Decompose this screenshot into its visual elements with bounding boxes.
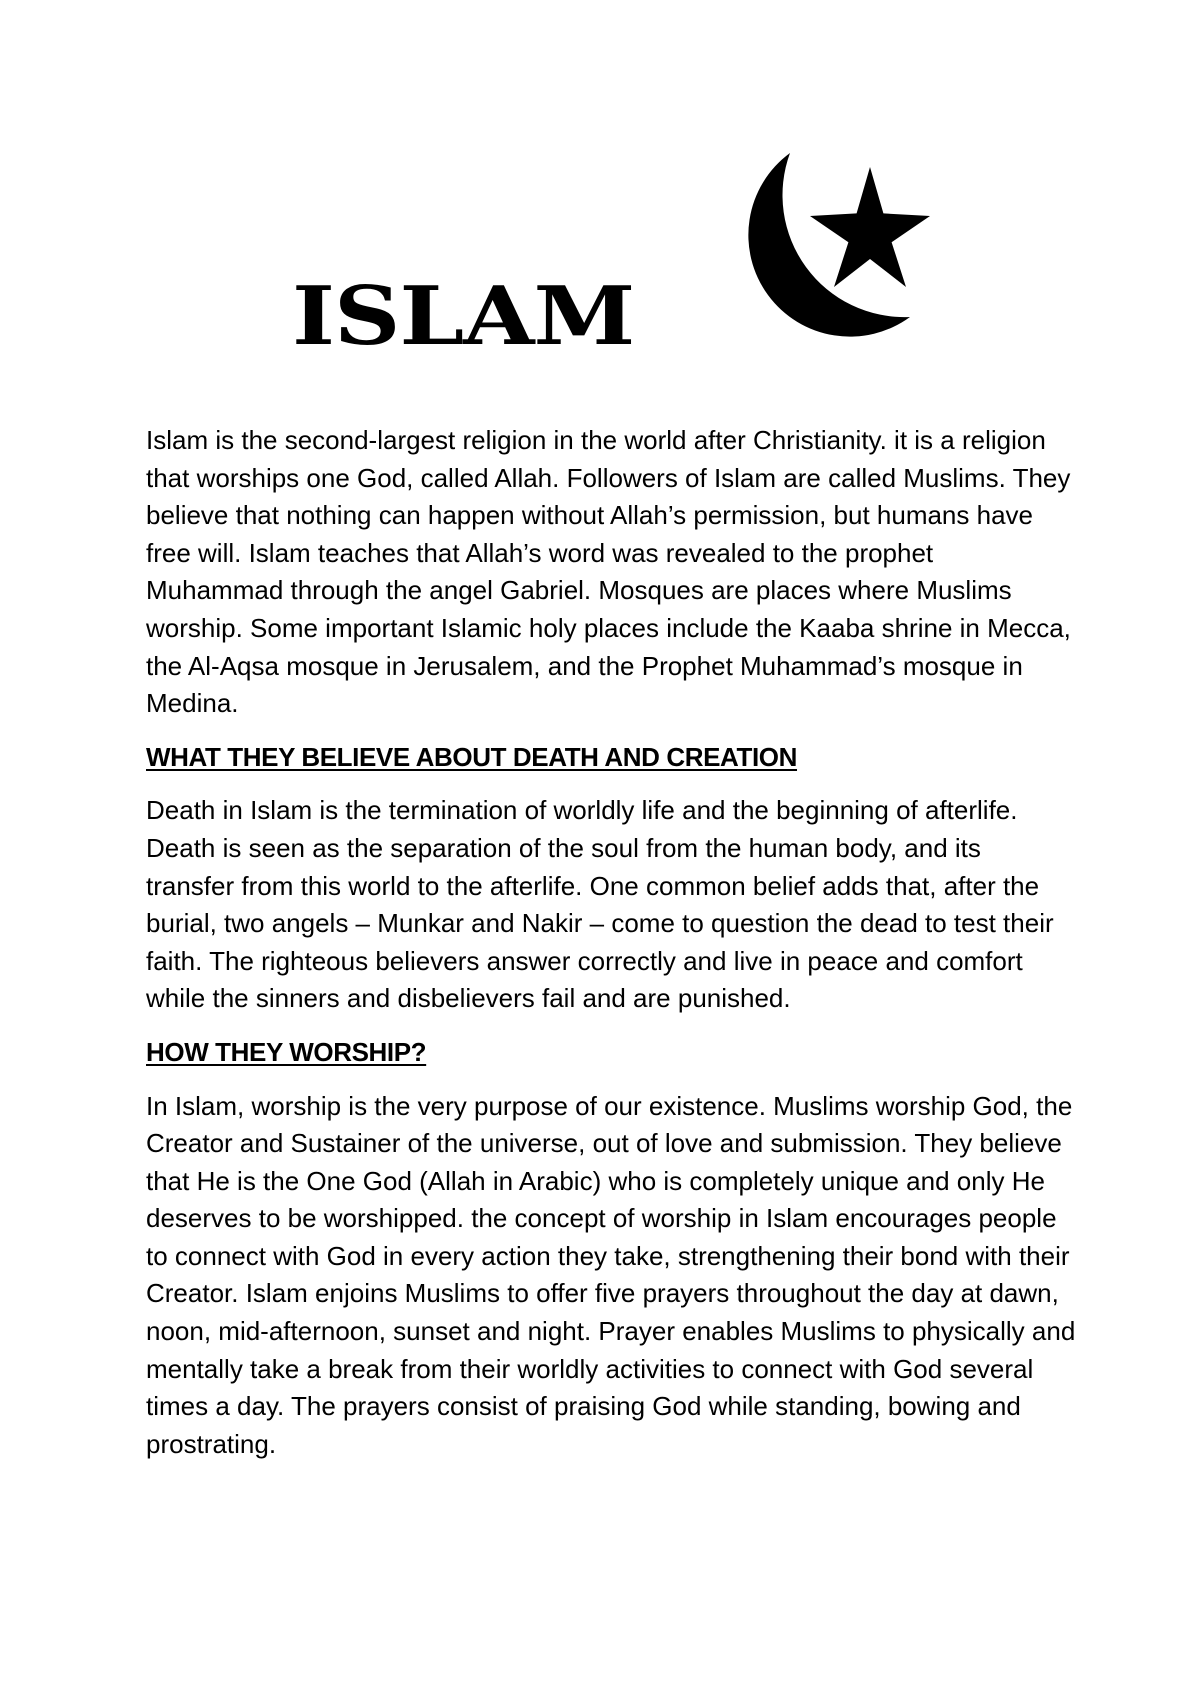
section-heading-how-they-worship: HOW THEY WORSHIP? [146,1036,427,1067]
section-heading-death-and-creation: WHAT THEY BELIEVE ABOUT DEATH AND CREATION [146,741,798,772]
section-body-how-they-worship: In Islam, worship is the very purpose of our existence. Muslims worship God, the Creator and Sustainer of the universe, out of love and submission. They believe that He is the One God (Allah in Arabic) who is completely unique and only He deserves to be worshipped. the concept of worship in Islam encourages people to connect with God in every action they take, strengthening their bond with their Creator. Islam enjoins Muslims to offer five prayers throughout the day at dawn, noon, mid-afternoon, sunset and night. Prayer enables Muslims to physically and mentally take a break from their worldly activities to connect with God several times a day. The prayers consist of praising God while standing, bowing and prostrating. [146,1090,1076,1459]
document-title: ISLAM [292,268,635,364]
document-body [146,422,1076,1463]
intro-paragraph: Islam is the second-largest religion in the world after Christianity. it is a religion that worships one God, called Allah. Followers of Islam are called Muslims. They believe that nothing can happen without Allah’s permission, but humans have free will. Islam teaches that Allah’s word was revealed to the prophet Muhammad through the angel Gabriel. Mosques are places where Muslims worship. Some important Islamic holy places include the Kaaba shrine in Mecca, the Al-Aqsa mosque in Jerusalem, and the Prophet Muhammad’s mosque in Medina. [146,425,1071,719]
section-body-death-and-creation: Death in Islam is the termination of worldly life and the beginning of afterlife. Death is seen as the separation of the soul from the human body, and its transfer from this world to the afterlife. One common belief adds that, after the burial, two angels – Munkar and Nakir – come to question the dead to test their faith. The righteous believers answer correctly and live in peace and comfort while the sinners and disbelievers fail and are punished. [146,795,1054,1014]
star-and-crescent-icon [680,147,948,369]
